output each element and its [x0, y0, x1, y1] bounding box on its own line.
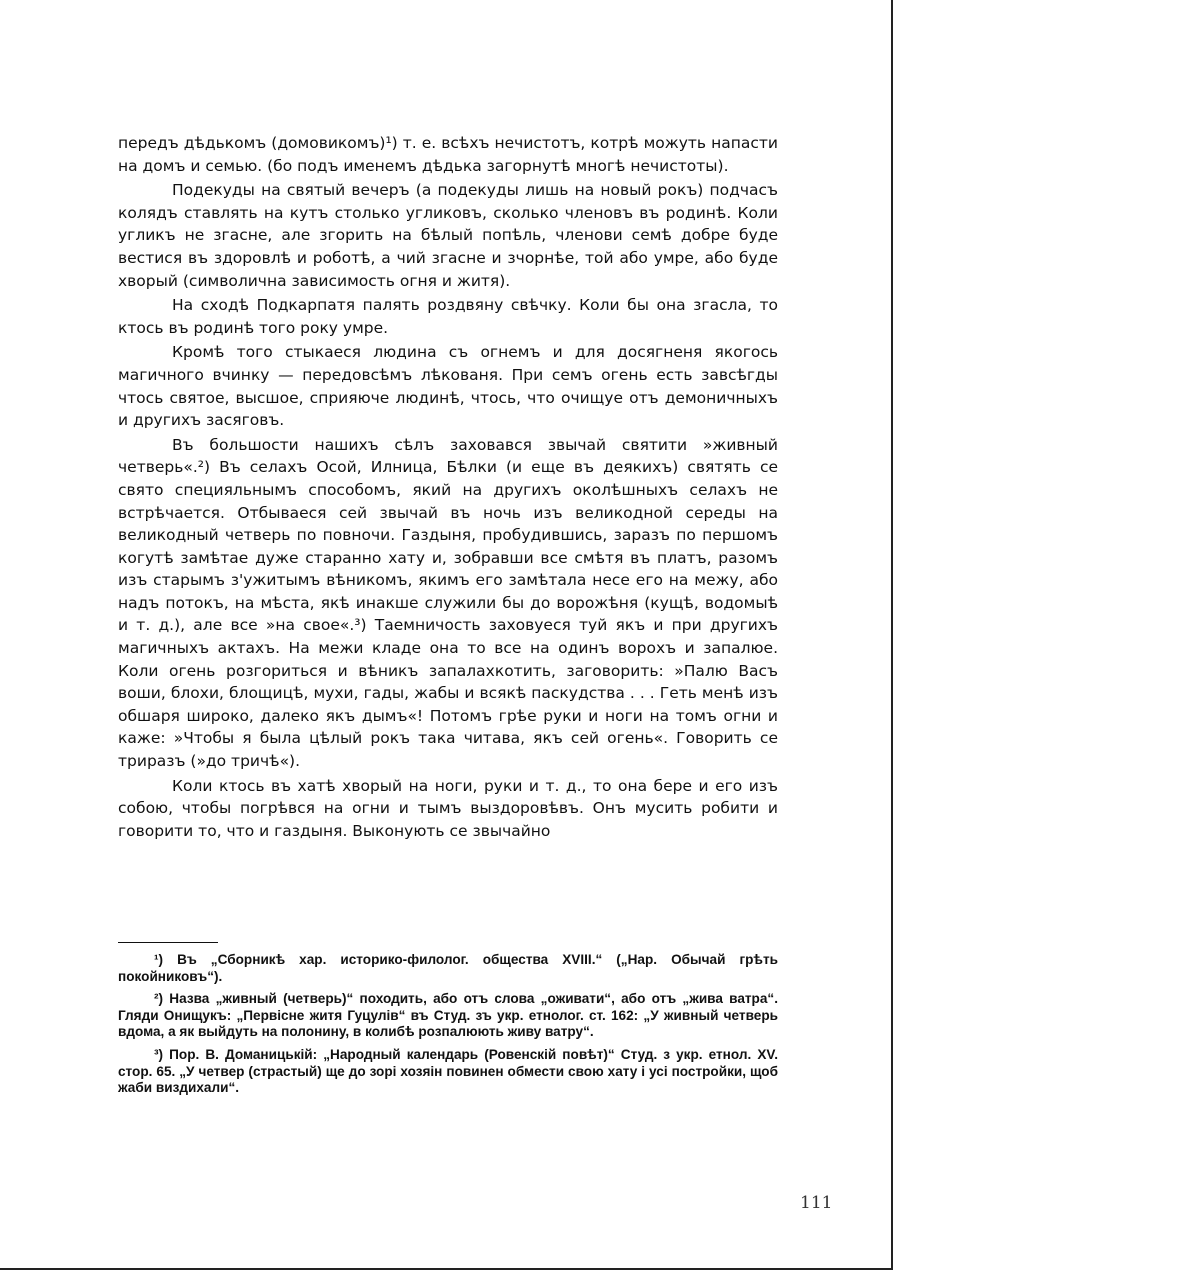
paragraph-3: На сходѣ Подкарпатя палять роздвяну свѣчку. Коли бы она згасла, то ктось въ родинѣ того року умре. — [118, 296, 778, 337]
paragraph-5: Въ большости нашихъ сѣлъ заховався звычай святити »живный четверь«.²) Въ селахъ Осой, Илница, Бѣлки (и еще въ деякихъ) святять се свято специяльнымъ способомъ, який на другихъ околѣшныхъ селахъ не встрѣчается. Отбываеся сей звычай въ ночь изъ великодной середы на великодный четверь по повночи. Газдыня, пробудившись, заразъ по першомъ когутѣ замѣтае дуже старанно хату и, зобравши все смѣтя въ платъ, разомъ изъ старымъ з'ужитымъ вѣникомъ, якимъ его замѣтала несе его на межу, або надъ потокъ, на мѣста, якѣ инакше служили бы до ворожѣня (кущѣ, водомыѣ и т. д.), але все »на свое«.³) Таемничость заховуеся туй якъ и при другихъ магичныхъ актахъ. На межи кладе она то все на одинъ ворохъ и запалюе. Коли огень розгориться и вѣникъ запалахкотить, заговорить: »Палю Васъ воши, блохи, блощицѣ, мухи, гады, жабы и всякѣ паскудства . . . Геть менѣ изъ обшаря широко, далеко якъ дымъ«! Потомъ грѣе руки и ноги на томъ огни и каже: »Чтобы я была цѣлый рокъ така читава, якъ сей огень«. Говорить се триразъ (»до тричѣ«). — [118, 435, 778, 771]
body-text — [118, 132, 778, 843]
paragraph-4: Кромѣ того стыкаеся людина съ огнемъ и для досягненя якогось магичного вчинку — передовсѣмъ лѣкованя. При семъ огень есть завсѣгды чтось святое, высшое, сприяюче людинѣ, чтось, что очищуе отъ демоничныхъ и другихъ засяговъ. — [118, 343, 778, 430]
page-number: 111 — [800, 1193, 833, 1213]
paragraph-6: Коли ктось въ хатѣ хворый на ноги, руки и т. д., то она бере и его изъ собою, чтобы погрѣвся на огни и тымъ выздоровѣвъ. Онъ мусить робити и говорити то, что и газдыня. Выконують се звычайно — [118, 776, 778, 840]
footnote-3: ³) Пор. В. Доманицькій: „Народный календарь (Ровенскій повѣт)“ Студ. з укр. етнол. XV. стор. 65. „У четвер (страстый) ще до зорі хозяін повинен обмести свою хату і усі постройки, щоб жаби виздихали“. — [118, 1046, 778, 1096]
footnote-divider — [118, 942, 218, 943]
paragraph-2: Подекуды на святый вечеръ (а подекуды лишь на новый рокъ) подчасъ колядъ ставлять на кутъ столько угликовъ, сколько членовъ въ родинѣ. Коли угликъ не згасне, але згорить на бѣлый попѣль, членови семѣ добре буде вестися въ здоровлѣ и роботѣ, а чий згасне и зчорнѣе, той або умре, або буде хворый (символична зависимость огня и житя). — [118, 181, 778, 290]
footnote-1: ¹) Въ „Сборникѣ хар. историко-филолог. общества XVIII.“ („Нар. Обычай грѣть покойниковъ“). — [118, 952, 778, 984]
footnote-2: ²) Назва „живный (четверь)“ походить, або отъ слова „оживати“, або отъ „жива ватра“. Гляди Онищукъ: „Первісне житя Гуцулів“ въ Студ. зъ укр. етнолог. ст. 162: „У живный четверь вдома, а як выйдуть на полонину, в колибѣ розпалюють живу ватру“. — [118, 991, 778, 1040]
paragraph-1: передъ дѣдькомъ (домовикомъ)¹) т. е. всѣхъ нечистотъ, котрѣ можуть напасти на домъ и семью. (бо подъ именемъ дѣдька загорнутѣ многѣ нечистоты). — [118, 134, 778, 175]
footnotes — [118, 952, 778, 1103]
